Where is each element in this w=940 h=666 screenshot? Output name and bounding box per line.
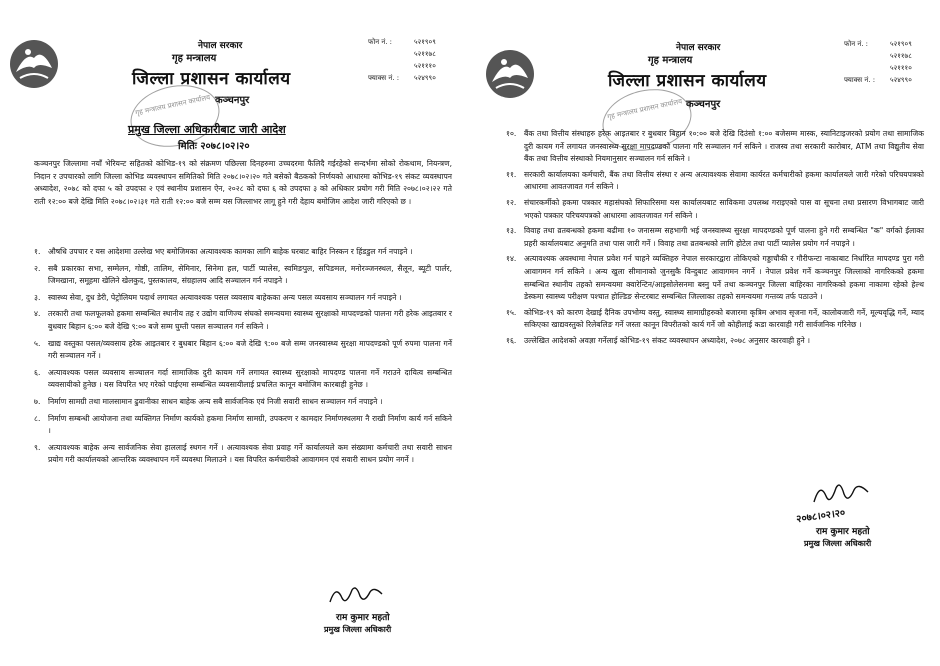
signatory-title: प्रमुख जिल्ला अधिकारी bbox=[804, 539, 872, 548]
ministry-name: गृह मन्त्रालय bbox=[172, 53, 217, 64]
order-item bbox=[506, 128, 924, 166]
signature-date: २०७८।०२।२० bbox=[795, 507, 846, 526]
order-item bbox=[34, 292, 452, 305]
item-number: ६. bbox=[34, 367, 41, 377]
item-text: बैंक तथा वित्तीय संस्थाहरु हरेक आइतबार र बुधबार बिहान १०:०० बजे देखि दिउंसो १:०० बजेसम्म मास्क, स्यानिटाइजरको प्रयोग तथा सामाजिक दुरी कायम गर्ने लगायत जनस्वास्थ्य सुरक्षा मापदण्डको पालना गरि सञ्चालन गर्न सकिने । राजस्व तथा सरकारी कारोबार, ATM तथा विद्युतीय सेवा बैंक तथा वित्तीय संस्थाको नियमानुसार सञ्चालन गर्न सकिने । bbox=[524, 129, 924, 164]
item-number: १. bbox=[34, 247, 41, 256]
item-number: ४. bbox=[34, 309, 41, 319]
order-item bbox=[506, 225, 924, 250]
fax-number: ५२४९९० bbox=[890, 76, 912, 84]
signatory-name: राम कुमार महतो bbox=[336, 613, 390, 623]
item-text: सबै प्रकारका सभा, सम्मेलन, गोष्ठी, तालिम, सेमिनार, सिनेमा हल, पार्टी प्यालेस, स्वमिङपुल, सपिङमल, मनोरञ्जनस्थल, सैलून, ब्यूटी पार्लर, जिमखाना, समूहमा खेलिने खेलकुद, पुस्तकालय, संग्रहालय आदि सञ्चालन गर्न नपाइने । bbox=[48, 263, 452, 286]
item-text: औषधि उपचार र यस आदेशमा उल्लेख भए बमोजिमका अत्यावश्यक कामका लागि बाहेक घरबाट बाहिर निस्कन र हिंडडुल गर्न नपाइने । bbox=[48, 247, 413, 256]
order-item bbox=[506, 307, 924, 332]
order-item bbox=[34, 413, 452, 438]
item-number: ५. bbox=[34, 338, 41, 348]
order-item bbox=[34, 246, 452, 259]
item-number: ९. bbox=[34, 442, 41, 452]
order-preamble: कञ्चनपुर जिल्लामा नयाँ भेरियन्ट सहितको कोभिड-१९ को संक्रमण पछिल्ला दिनहरुमा उच्चदरमा फैलिदै गईरहेको सन्दर्भमा सोको रोकथाम, नियन्त्रण, निदान र उपचारको लागि जिल्ला कोभिड व्यवस्थापन समितिको मिति २०७८।०२।२० गते बसेको बैठकको निर्णयको आधारमा कोभिड-१९ संकट व्यवस्थापन अध्यादेश, २०७८ को दफा ५ को उपदफा २ एवं स्थानीय प्रशासन ऐन, २०२८ को दफा ६ को उपदफा ३ को अधिकार प्रयोग गरी मिति २०७८।०२।२२ गते राती १२:०० बजे देखि मिति २०७८।०२।३१ गते राती १२:०० बजे सम्म यस जिल्लाभर लागू हुने गरी देहाय बमोजिम आदेश जारी गरिएको छ । bbox=[34, 159, 452, 206]
order-item bbox=[506, 169, 924, 194]
item-text: कोभिड-१९ को कारण देखाई दैनिक उपभोग्य वस्तु, स्वास्थ्य सामाग्रीहरुको बजारमा कृत्रिम अभाव सृजना गर्ने, कालोबजारी गर्ने, मूल्यवृद्धि गर्ने, म्याद सकिएका खाद्यवस्तुको रिलेबलिङ गर्ने जस्ता कानून विपरीतको कार्य गर्ने जो कोहीलाई कडा कारवाही गरी सार्वजनिक गरिनेछ । bbox=[524, 307, 924, 330]
item-text: अत्यावश्यक अवस्थामा नेपाल प्रवेश गर्न चाहने व्यक्तिहरु नेपाल सरकारद्वारा तोकिएको गड्डाचौकी र गौरीफन्टा नाकाबाट निर्धारित मापदण्ड पुरा गरी आवागमन गर्न सकिने । अन्य खुला सीमानाको जुनसुकै विन्दुबाट आवागमन नगर्ने । नेपाल प्रवेश गर्ने कञ्चनपुर जिल्लाको नागरिकको हकमा सम्बन्धित स्थानीय तहको समन्वयमा क्वारेन्टिन/आइसोलेसनमा बस्नु पर्ने तथा कञ्चनपुर जिल्ला बाहिरका नागरिकको हकमा नाकामा रहेको हेल्थ डेस्कमा स्वास्थ्य परीक्षण पश्चात होल्डिङ सेन्टरबाट सम्बन्धित जिल्लाका तहको समन्वयमा गन्तव्य तर्फ पठाउने । bbox=[524, 254, 925, 302]
ministry-name: गृह मन्त्रालय bbox=[648, 55, 693, 66]
item-text: स्वास्थ्य सेवा, दुध डेरी, पेट्रोलियम पदार्थ लगायत अत्यावश्यक पसल व्यवसाय बाहेकका अन्य पसल व्यवसाय सञ्चालन गर्न नपाइने । bbox=[48, 292, 402, 302]
order-item bbox=[506, 253, 924, 303]
item-text: अत्यावश्यक बाहेक अन्य सार्वजनिक सेवा हाललाई स्थगन गर्ने । अत्यावश्यक सेवा प्रवाह गर्ने कार्यालयले कम संख्यामा कर्मचारी तथा सवारी साधन प्रयोग गरी कार्यालयको आन्तरिक व्यवस्थापन गर्ने व्यवस्था मिलाउने । यस विपरित कर्मचारीको आवागमन एवं सवारी साधन प्रयोग नगर्ने । bbox=[48, 442, 452, 465]
office-name: जिल्ला प्रशासन कार्यालय bbox=[608, 71, 767, 91]
item-number: ७. bbox=[34, 396, 41, 406]
order-date: मितिः २०७८।०२।२० bbox=[178, 141, 250, 152]
item-number: ८. bbox=[34, 413, 41, 423]
order-page-2 bbox=[470, 0, 940, 666]
order-item bbox=[34, 263, 452, 288]
office-name: जिल्ला प्रशासन कार्यालय bbox=[132, 69, 291, 89]
phone-number: ५२१११० bbox=[414, 62, 436, 70]
item-number: २. bbox=[34, 263, 41, 273]
order-items-list bbox=[506, 128, 924, 351]
item-number: १६. bbox=[506, 335, 517, 345]
district-name: कञ्चनपुर bbox=[686, 99, 721, 110]
item-number: १५. bbox=[506, 307, 517, 317]
order-item bbox=[34, 367, 452, 392]
item-text: निर्माण सम्बन्धी आयोजना तथा व्यक्तिगत निर्माण कार्यको हकमा निर्माण सामग्री, उपकरण र कामदार निर्माणस्थलमा नै राखी निर्माण कार्य गर्न सकिने । bbox=[48, 413, 452, 436]
item-number: १२. bbox=[506, 197, 517, 207]
signatory-name: राम कुमार महतो bbox=[816, 527, 870, 537]
fax-label: फ्याक्स नं. : bbox=[844, 76, 876, 84]
contact-block bbox=[844, 38, 912, 86]
government-name: नेपाल सरकार bbox=[198, 41, 243, 51]
phone-number: ५२१११० bbox=[890, 64, 912, 72]
order-item bbox=[34, 442, 452, 467]
stamp-text: गृह मन्त्रालय प्रशासन कार्यालय bbox=[134, 93, 211, 118]
stamp-text: गृह मन्त्रालय प्रशासन कार्यालय bbox=[606, 97, 683, 122]
signature-scribble bbox=[810, 478, 872, 508]
item-text: विवाह तथा व्रतबन्धको हकमा बढीमा १० जनासम्म सहभागी भई जनस्वास्थ्य सुरक्षा मापदण्डको पूर्ण पालना हुने गरी सम्बन्धित "क" वर्गको ईलाका प्रहरी कार्यालयबाट अनुमति तथा पास जारी गर्ने । विवाह तथा व्रतबन्धको लागि होटेल तथा पार्टी प्यालेस प्रयोग गर्न नपाइने । bbox=[524, 226, 924, 248]
item-text: उल्लेखित आदेशको अवज्ञा गर्नेलाई कोभिड-१९ संकट व्यवस्थापन अध्यादेश, २०७८ अनुसार कारवाही हुने । bbox=[524, 335, 810, 345]
nepal-emblem-icon bbox=[8, 38, 60, 90]
contact-block bbox=[368, 36, 436, 84]
item-number: १०. bbox=[506, 129, 517, 138]
phone-number: ५२१९०९ bbox=[414, 38, 436, 46]
item-number: १४. bbox=[506, 254, 517, 264]
phone-number: ५२११७८ bbox=[890, 52, 912, 60]
item-text: तरकारी तथा फलफूलको हकमा सम्बन्धित स्थानीय तह र उद्योग वाणिज्य संघको समन्वयमा स्वास्थ्य सुरक्षाको मापदण्डको पालना गरी हरेक आइतबार र बुधबार बिहान ६:०० बजे देखि ९:०० बजे सम्म घुम्ती पसल सञ्चालन गर्न सकिने । bbox=[48, 309, 452, 331]
order-item bbox=[506, 335, 924, 348]
order-item bbox=[34, 338, 452, 363]
phone-number: ५२११७८ bbox=[414, 50, 436, 58]
signatory-title: प्रमुख जिल्ला अधिकारी bbox=[324, 625, 392, 634]
district-name: कञ्चनपुर bbox=[215, 95, 250, 106]
phone-label: फोन नं. : bbox=[844, 40, 869, 48]
signature-scribble bbox=[326, 582, 386, 608]
phone-number: ५२१९०९ bbox=[890, 40, 912, 48]
item-text: संचारकर्मीको हकमा पत्रकार महासंघको सिफारिसमा यस कार्यालयबाट साविकमा उपलब्ध गराइएको पास वा सूचना तथा प्रसारण विभागबाट जारी भएको पत्रकार परिचयपत्रको आधारमा आवतजावत गर्न सकिने । bbox=[524, 197, 924, 220]
fax-number: ५२४९९० bbox=[414, 74, 436, 82]
item-text: सरकारी कार्यालयका कर्मचारी, बैंक तथा वित्तीय संस्था र अन्य अत्यावश्यक सेवामा कार्यरत कर्मचारीको हकमा कार्यालयले जारी गरेको परिचयपत्रको आधारमा आवतजावत गर्न सकिने । bbox=[524, 169, 924, 192]
item-number: १३. bbox=[506, 226, 517, 236]
phone-label: फोन नं. : bbox=[368, 38, 393, 46]
item-text: अत्यावश्यक पसल व्यवसाय सञ्चालन गर्दा सामाजिक दुरी कायम गर्ने लगायत स्वास्थ्य सुरक्षाको मापदण्ड पालना गर्ने गराउने दायित्व सम्बन्धित व्यवसायीको हुनेछ । यस विपरित भए गरेको पाईएमा सम्बन्धित व्यवसायीलाई प्रचलित कानून बमोजिम कारबाही हुनेछ । bbox=[48, 367, 452, 390]
order-item bbox=[506, 197, 924, 222]
order-items-list bbox=[34, 246, 452, 471]
government-name: नेपाल सरकार bbox=[676, 43, 721, 53]
item-text: निर्माण सामग्री तथा मालसामान ढुवानीका साधन बाहेक अन्य सबै सार्वजनिक एवं निजी सवारी साधन सञ्चालन गर्न नपाइने । bbox=[48, 396, 383, 406]
order-item bbox=[34, 308, 452, 333]
item-number: ३. bbox=[34, 292, 41, 302]
order-item bbox=[34, 396, 452, 409]
nepal-emblem-icon bbox=[484, 48, 536, 100]
item-text: खाद्य वस्तुका पसल/व्यवसाय हरेक आइतबार र बुधबार बिहान ६:०० बजे देखि ९:०० बजे सम्म जनस्वास्थ्य सुरक्षा मापदण्डको पूर्ण रुपमा पालना गर्ने गरी सञ्चालन गर्ने । bbox=[48, 338, 452, 361]
fax-label: फ्याक्स नं. : bbox=[368, 74, 400, 82]
order-title: प्रमुख जिल्ला अधिकारीबाट जारी आदेश bbox=[128, 123, 286, 136]
item-number: ११. bbox=[506, 169, 517, 179]
